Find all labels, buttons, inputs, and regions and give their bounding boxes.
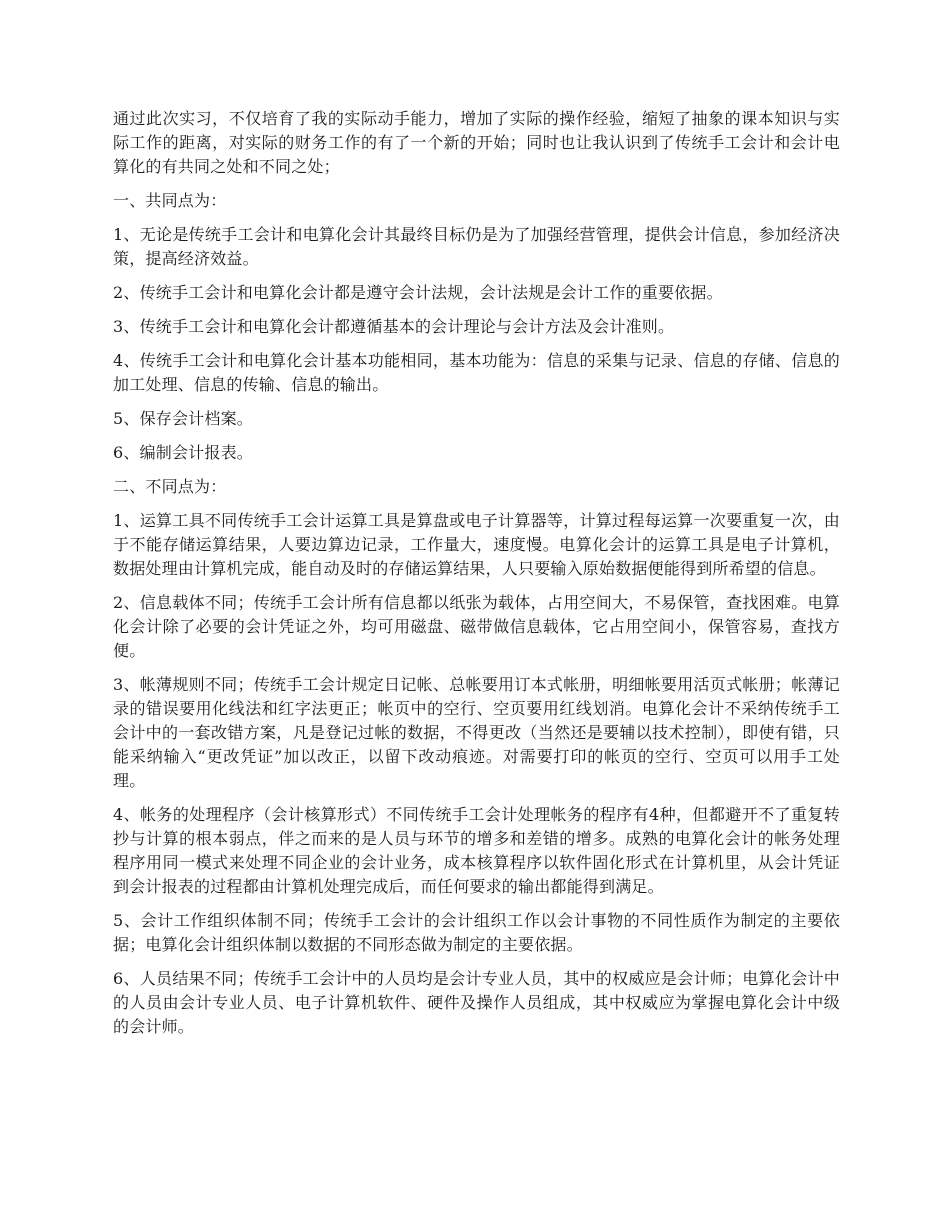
intro-paragraph: 通过此次实习，不仅培育了我的实际动手能力，增加了实际的操作经验，缩短了抽象的课本知识与实际工作的距离，对实际的财务工作的有了一个新的开始；同时也让我认识到了传统手工会计和会计电算化的有共同之处和不同之处； (113, 109, 840, 176)
section-heading-similarities: 一、共同点为： (113, 191, 227, 210)
difference-item-2: 2、信息载体不同；传统手工会计所有信息都以纸张为载体，占用空间大，不易保管，查找困难。电算化会计除了必要的会计凭证之外，均可用磁盘、磁带做信息载体，它占用空间小，保管容易，查找方便。 (113, 593, 840, 660)
difference-item-4: 4、帐务的处理程序（会计核算形式）不同传统手工会计处理帐务的程序有4种，但都避开不了重复转抄与计算的根本弱点，伴之而来的是人员与环节的增多和差错的增多。成熟的电算化会计的帐务处理程序用同一模式来处理不同企业的会计业务，成本核算程序以软件固化形式在计算机里，从会计凭证到会计报表的过程都由计算机处理完成后，而任何要求的输出都能得到满足。 (113, 805, 840, 896)
similarity-item-3: 3、传统手工会计和电算化会计都遵循基本的会计理论与会计方法及会计准则。 (113, 317, 675, 336)
similarity-item-6: 6、编制会计报表。 (113, 443, 253, 462)
document-body (113, 107, 840, 1049)
similarity-item-4: 4、传统手工会计和电算化会计基本功能相同，基本功能为：信息的采集与记录、信息的存储、信息的加工处理、信息的传输、信息的输出。 (113, 351, 840, 394)
similarity-item-5: 5、保存会计档案。 (113, 409, 253, 428)
similarity-item-2: 2、传统手工会计和电算化会计都是遵守会计法规，会计法规是会计工作的重要依据。 (113, 283, 723, 302)
difference-item-5: 5、会计工作组织体制不同；传统手工会计的会计组织工作以会计事物的不同性质作为制定的主要依据；电算化会计组织体制以数据的不同形态做为制定的主要依据。 (113, 911, 840, 954)
difference-item-3: 3、帐薄规则不同；传统手工会计规定日记帐、总帐要用订本式帐册，明细帐要用活页式帐册；帐薄记录的错误要用化线法和红字法更正；帐页中的空行、空页要用红线划消。电算化会计不采纳传统手工会计中的一套改错方案，凡是登记过帐的数据，不得更改（当然还是要辅以技术控制），即使有错，只能采纳输入“更改凭证”加以改正，以留下改动痕迹。对需要打印的帐页的空行、空页可以用手工处理。 (113, 675, 840, 790)
similarity-item-1: 1、无论是传统手工会计和电算化会计其最终目标仍是为了加强经营管理，提供会计信息，参加经济决策，提高经济效益。 (113, 225, 840, 268)
difference-item-1: 1、运算工具不同传统手工会计运算工具是算盘或电子计算器等，计算过程每运算一次要重复一次，由于不能存储运算结果，人要边算边记录，工作量大，速度慢。电算化会计的运算工具是电子计算机，数据处理由计算机完成，能自动及时的存储运算结果，人只要输入原始数据便能得到所希望的信息。 (113, 511, 840, 578)
difference-item-6: 6、人员结果不同；传统手工会计中的人员均是会计专业人员，其中的权威应是会计师；电算化会计中的人员由会计专业人员、电子计算机软件、硬件及操作人员组成，其中权威应为掌握电算化会计中级的会计师。 (113, 969, 840, 1036)
section-heading-differences: 二、不同点为： (113, 477, 227, 496)
